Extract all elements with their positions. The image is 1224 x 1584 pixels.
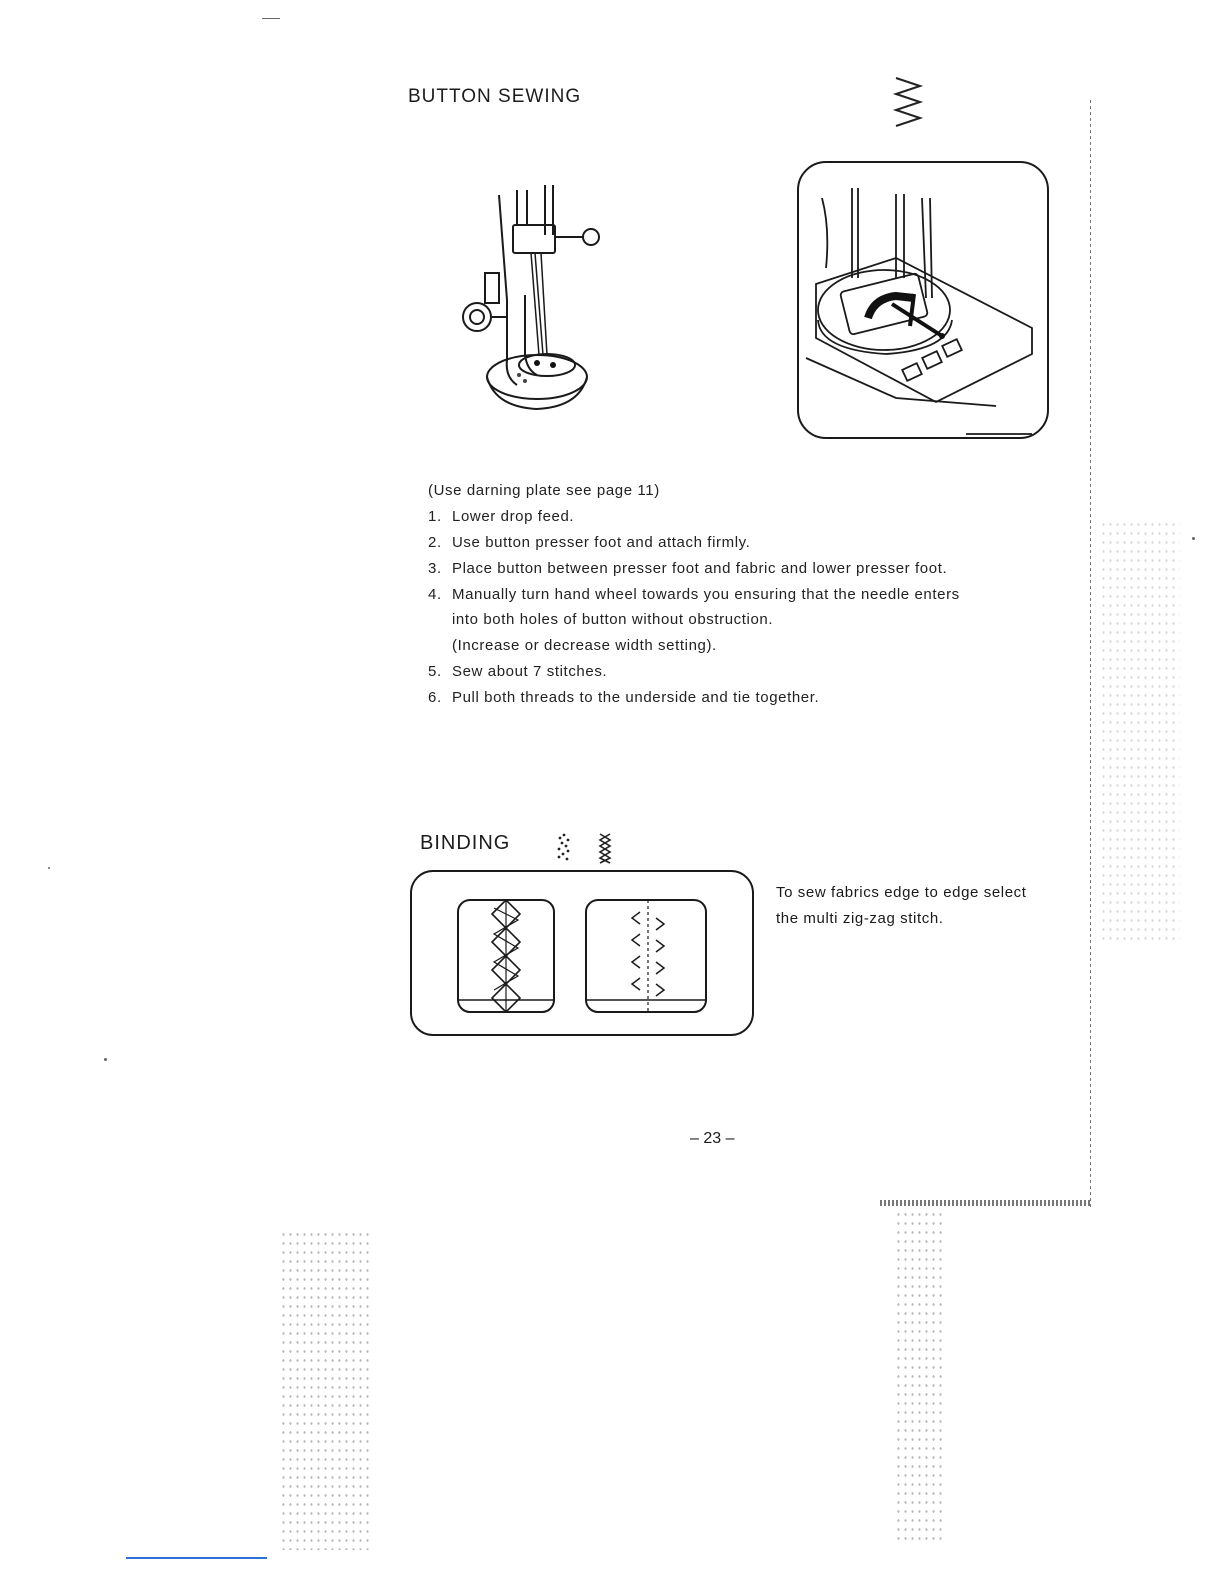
instruction-step bbox=[428, 581, 1048, 607]
step-text: Sew about 7 stitches. bbox=[452, 662, 608, 680]
instruction-step bbox=[428, 555, 1048, 581]
step-number: 6. bbox=[428, 688, 442, 706]
binding-description bbox=[776, 880, 1066, 932]
page-number: – 23 – bbox=[690, 1130, 735, 1147]
multi-zigzag-stitch-icon bbox=[554, 832, 574, 862]
scan-speck bbox=[262, 18, 280, 19]
step-number: 5. bbox=[428, 662, 442, 680]
cross-stitch-icon bbox=[596, 832, 614, 864]
darning-plate-closeup-illustration bbox=[796, 158, 1052, 442]
scan-noise-edge bbox=[1100, 520, 1180, 940]
step-text: Use button presser foot and attach firmly. bbox=[452, 533, 751, 551]
step-text: Lower drop feed. bbox=[452, 508, 575, 526]
button-presser-foot-illustration bbox=[455, 185, 615, 415]
binding-description-line: To sew fabrics edge to edge select bbox=[776, 884, 1027, 901]
instruction-step bbox=[428, 530, 1048, 556]
page-edge-line bbox=[1090, 100, 1091, 1210]
scan-speck bbox=[1192, 537, 1195, 540]
step-number: 2. bbox=[428, 533, 442, 551]
step-text: Pull both threads to the underside and tie together. bbox=[452, 688, 820, 706]
step-number: 3. bbox=[428, 559, 442, 577]
link-underline[interactable] bbox=[126, 1557, 267, 1559]
section-title-button-sewing: BUTTON SEWING bbox=[408, 86, 582, 107]
step-text: Manually turn hand wheel towards you ensuring that the needle enters bbox=[452, 585, 960, 603]
instruction-step bbox=[428, 659, 1048, 685]
step-number: 4. bbox=[428, 585, 442, 603]
instruction-continuation: (Increase or decrease width setting). bbox=[452, 637, 717, 655]
instruction-intro bbox=[428, 478, 1048, 504]
intro-text: (Use darning plate see page 11) bbox=[428, 482, 660, 500]
scan-speck bbox=[104, 1058, 107, 1061]
instruction-step bbox=[428, 684, 1048, 710]
instruction-step bbox=[428, 504, 1048, 530]
instruction-continuation: into both holes of button without obstruction. bbox=[452, 611, 774, 629]
scan-noise-right bbox=[895, 1210, 945, 1540]
step-number: 1. bbox=[428, 508, 442, 526]
section-title-binding: BINDING bbox=[420, 832, 511, 854]
zigzag-stitch-icon bbox=[890, 74, 930, 130]
binding-stitch-illustration bbox=[408, 868, 756, 1040]
page-bottom-edge bbox=[880, 1200, 1090, 1206]
button-sewing-instructions bbox=[428, 478, 1048, 710]
scan-speck bbox=[48, 867, 50, 869]
scan-noise-left bbox=[280, 1230, 370, 1550]
binding-description-line: the multi zig-zag stitch. bbox=[776, 910, 944, 927]
step-text: Place button between presser foot and fabric and lower presser foot. bbox=[452, 559, 948, 577]
